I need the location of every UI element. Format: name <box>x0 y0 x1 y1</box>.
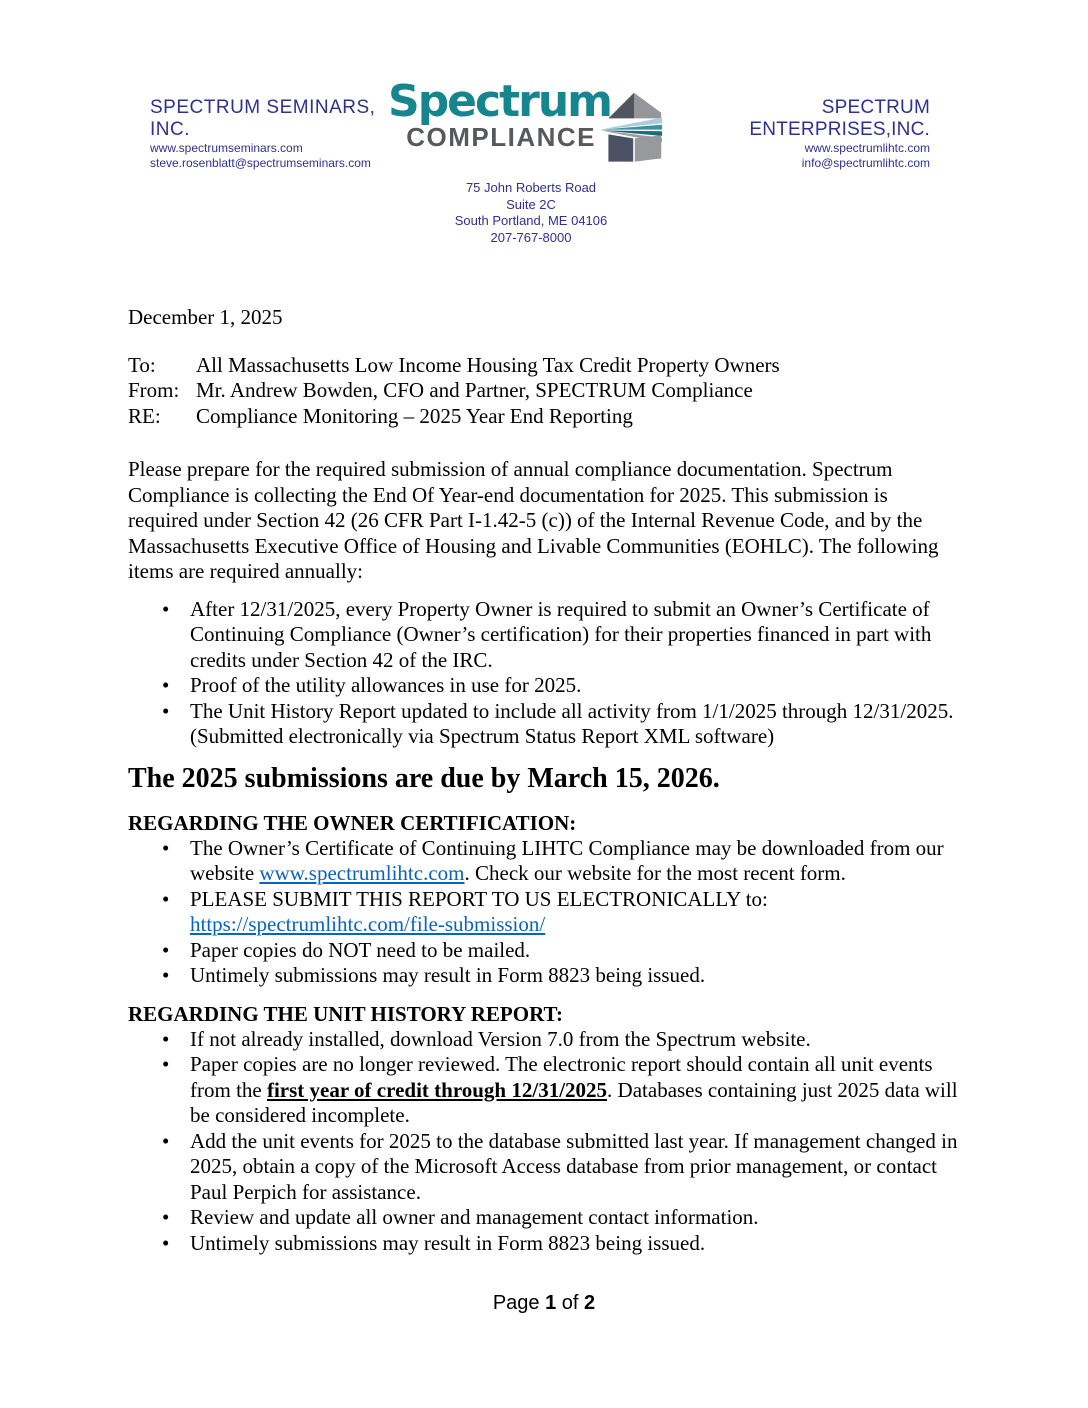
intro-paragraph: Please prepare for the required submission of annual compliance documentation. Spectrum Compliance is collecting the End Of Year-end documentation for 2025. This submission is required under Section 42 (26 CFR Part I-1.42-5 (c)) of the Internal Revenue Code, and by the Massachusetts Executive Office of Housing and Livable Communities (EOHLC). The following items are required annually: <box>128 457 939 583</box>
bullet-item <box>128 597 960 674</box>
bullet-item <box>128 938 960 964</box>
bullet-item <box>128 1027 960 1053</box>
bullet-item <box>128 1205 960 1231</box>
meta-row-from <box>128 378 960 404</box>
text-run: The Owner’s Certificate of Continuing LIHTC Compliance may be downloaded from our website <box>190 835 944 885</box>
bullet-item <box>128 887 960 938</box>
org-right-title: SPECTRUM ENTERPRISES,INC. <box>749 97 930 140</box>
due-date-heading: The 2025 submissions are due by March 15, 2026. <box>128 762 720 794</box>
letter-meta-block <box>128 353 960 430</box>
spectrum-compliance-logo <box>388 76 612 152</box>
hyperlink[interactable]: www.spectrumlihtc.com <box>259 861 465 885</box>
meta-row-re <box>128 404 960 430</box>
org-right-website[interactable]: www.spectrumlihtc.com <box>804 141 930 155</box>
org-left-website[interactable]: www.spectrumseminars.com <box>150 141 303 155</box>
unit-history-heading: REGARDING THE UNIT HISTORY REPORT: <box>128 1001 563 1026</box>
org-right-email[interactable]: info@spectrumlihtc.com <box>801 156 930 170</box>
text-run: . Check our website for the most recent form. <box>464 861 846 885</box>
meta-re-value: Compliance Monitoring – 2025 Year End Reporting <box>196 403 633 428</box>
bullet-item <box>128 1231 960 1257</box>
meta-from-value: Mr. Andrew Bowden, CFO and Partner, SPECTRUM Compliance <box>196 378 753 402</box>
hyperlink[interactable]: https://spectrumlihtc.com/file-submission/ <box>190 912 546 936</box>
meta-to-value: All Massachusetts Low Income Housing Tax Credit Property Owners <box>196 352 780 377</box>
address-street: 75 John Roberts Road <box>465 180 597 195</box>
bullet-item <box>128 963 960 989</box>
required-items-list <box>128 597 960 750</box>
bullet-item <box>128 836 960 887</box>
text-run: of <box>556 1292 585 1314</box>
logo-wordmark: Spectrum <box>388 76 612 127</box>
text-run: Untimely submissions may result in Form 8823 being issued. <box>190 1230 706 1255</box>
text-run: If not already installed, download Version 7.0 from the Spectrum website. <box>190 1026 811 1051</box>
org-left-email[interactable]: steve.rosenblatt@spectrumseminars.com <box>150 156 371 170</box>
logo-subtitle: COMPLIANCE <box>406 122 596 152</box>
letter-date: December 1, 2025 <box>128 305 283 329</box>
text-run: Add the unit events for 2025 to the database submitted last year. If management changed in 2025, obtain a copy of the Microsoft Access database from prior management, or contact Paul Perpich for assistance. <box>190 1128 958 1204</box>
text-run: Paper copies are no longer reviewed. The electronic report should contain all unit events from the <box>190 1052 933 1102</box>
header-left-org <box>150 97 400 171</box>
meta-row-to <box>128 353 960 379</box>
building-logo-icon <box>598 80 670 177</box>
owner-certification-list <box>128 836 960 989</box>
address-suite: Suite 2C <box>506 196 556 212</box>
text-run: 1 <box>545 1292 557 1314</box>
text-run: first year of credit through 12/31/2025 <box>266 1077 608 1102</box>
address-city: South Portland, ME 04106 <box>454 213 608 228</box>
meta-from-label: From: <box>128 378 180 402</box>
bullet-item <box>128 1129 960 1206</box>
meta-re-label: RE: <box>128 403 161 428</box>
bullet-item <box>128 673 960 699</box>
text-run: PLEASE SUBMIT THIS REPORT TO US ELECTRONICALLY to: <box>190 886 768 911</box>
text-run: . Databases containing just 2025 data will be considered incomplete. <box>190 1077 958 1127</box>
text-run: After 12/31/2025, every Property Owner is required to submit an Owner’s Certificate of Continuing Compliance (Owner’s certification) for their properties financed in part with credits under Section 42 of the IRC. <box>190 596 932 672</box>
org-left-title: SPECTRUM SEMINARS, INC. <box>150 97 376 140</box>
text-run: The Unit History Report updated to include all activity from 1/1/2025 through 12/31/2025. (Submitted electronically via Spectrum Status Report XML software) <box>190 698 954 748</box>
text-run: Paper copies do NOT need to be mailed. <box>190 937 531 962</box>
text-run: Proof of the utility allowances in use for 2025. <box>190 673 582 697</box>
address-phone: 207-767-8000 <box>490 229 572 245</box>
text-run: Untimely submissions may result in Form 8823 being issued. <box>190 963 706 987</box>
bullet-item <box>128 699 960 750</box>
unit-history-list <box>128 1027 960 1257</box>
meta-to-label: To: <box>128 352 156 377</box>
bullet-item <box>128 1052 960 1129</box>
header-right-org <box>672 97 930 171</box>
company-address-block <box>381 180 681 246</box>
owner-certification-heading: REGARDING THE OWNER CERTIFICATION: <box>128 810 577 835</box>
letter-body <box>128 305 960 1256</box>
text-run: Review and update all owner and management contact information. <box>190 1205 759 1229</box>
page-number-footer <box>0 1292 1088 1315</box>
text-run: 2 <box>584 1292 596 1314</box>
text-run: Page <box>492 1292 546 1314</box>
